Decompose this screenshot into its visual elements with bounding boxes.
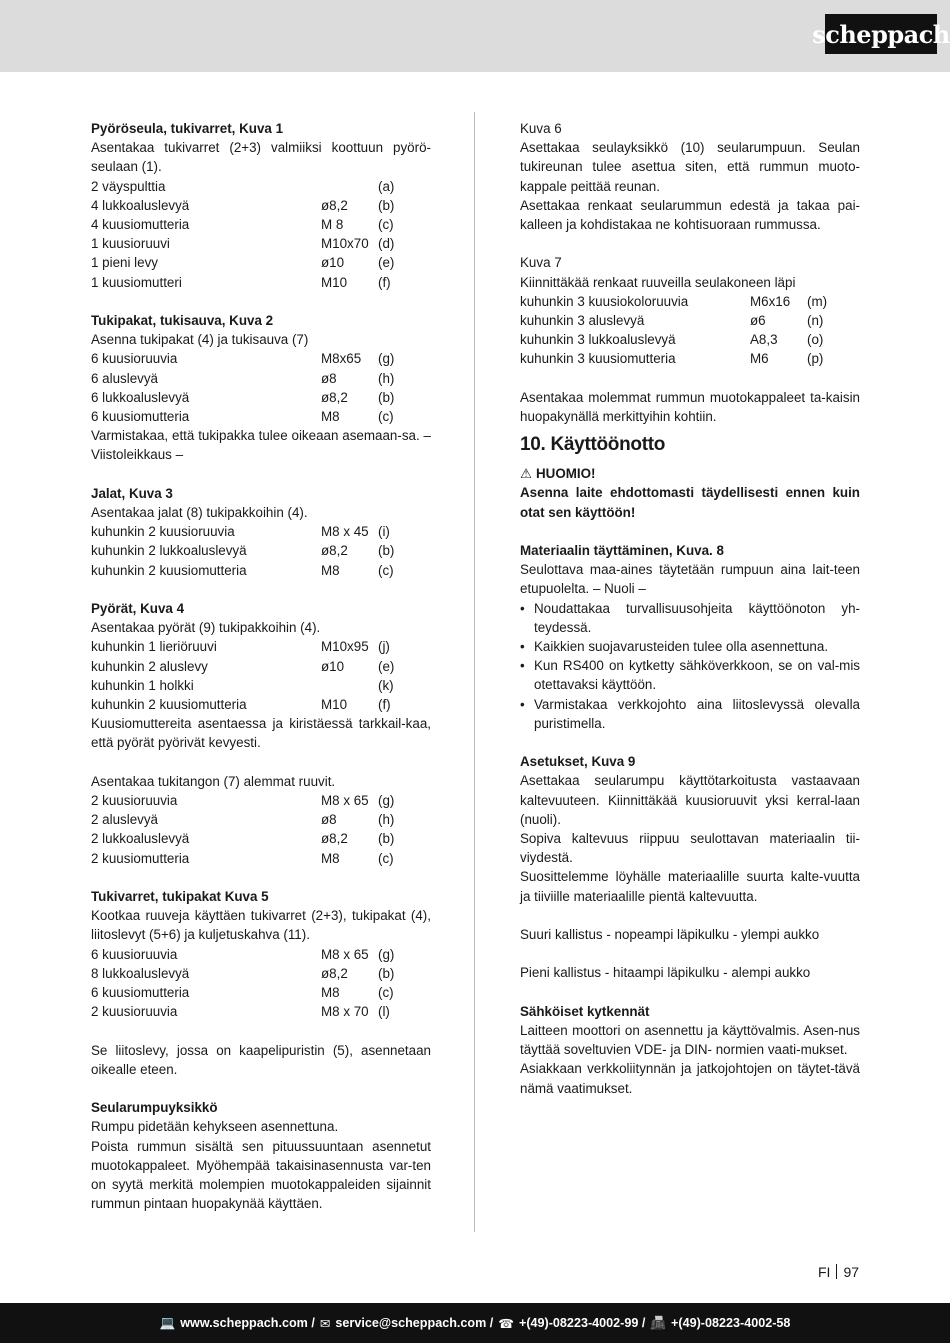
parts-row (91, 349, 431, 368)
list-item: • Varmistakaa verkkojohto aina liitoslevyssä olevalla puristimella. (520, 695, 860, 733)
bullet-list (520, 599, 860, 733)
part-size: M8 (321, 562, 340, 578)
parts-row (91, 561, 431, 580)
paragraph: Kootkaa ruuveja käyttäen tukivarret (2+3), tukipakat (4), liitoslevyt (5+6) ja kuljetuskahva (11). (91, 908, 431, 943)
part-code: (c) (378, 409, 394, 425)
header-band (0, 0, 950, 72)
part-code: (c) (378, 985, 394, 1001)
part-size: ø10 (321, 658, 345, 674)
part-code: (g) (378, 946, 395, 962)
part-size: M6x16 (750, 293, 791, 309)
parts-row (91, 964, 431, 983)
part-code: (c) (378, 217, 394, 233)
part-name: kuhunkin 3 kuusiomutteria (520, 351, 676, 367)
part-code: (i) (378, 524, 390, 540)
section-heading: Tukivarret, tukipakat Kuva 5 (91, 889, 269, 905)
computer-icon: 💻 (159, 1315, 176, 1330)
part-name: kuhunkin 1 lieriöruuvi (91, 639, 217, 655)
parts-row (91, 522, 431, 541)
part-code: (b) (378, 831, 395, 847)
part-name: 6 aluslevyä (91, 370, 158, 386)
parts-row (91, 983, 431, 1002)
paragraph: Asentakaa tukitangon (7) alemmat ruuvit. (91, 773, 336, 789)
parts-row (91, 945, 431, 964)
part-code: (d) (378, 236, 395, 252)
part-code: (h) (378, 812, 395, 828)
part-size: M10 (321, 274, 348, 290)
part-name: 1 kuusiomutteri (91, 274, 182, 290)
parts-row (91, 791, 431, 810)
section-heading: Sähköiset kytkennät (520, 1003, 650, 1019)
paragraph: Asettakaa seulayksikkö (10) seularumpuun. Seulan tukireunan tulee asettua siten, että rummun muoto-kappale peittää reunan. (520, 140, 860, 194)
part-code: (b) (378, 197, 395, 213)
parts-row (91, 695, 431, 714)
section-heading: Tukipakat, tukisauva, Kuva 2 (91, 313, 274, 329)
part-code: (e) (378, 255, 395, 271)
part-name: kuhunkin 2 kuusiomutteria (91, 562, 247, 578)
phone-icon: ☎ (498, 1316, 514, 1331)
parts-row (520, 292, 860, 311)
paragraph: Suosittelemme löyhälle materiaalille suurta kalte-vuutta ja tiiviille materiaalille pientä kaltevuutta. (520, 869, 860, 904)
part-size: M10x95 (321, 639, 369, 655)
parts-row (91, 637, 431, 656)
part-code: (c) (378, 850, 394, 866)
paragraph: Asentakaa tukivarret (2+3) valmiiksi koottuun pyörö-seulaan (1). (91, 140, 431, 175)
part-name: 6 kuusiomutteria (91, 985, 190, 1001)
parts-row (91, 1002, 431, 1021)
part-code: (o) (807, 332, 824, 348)
warning-heading (520, 464, 860, 483)
section-heading: Pyöröseula, tukivarret, Kuva 1 (91, 121, 284, 136)
part-code: (j) (378, 639, 390, 655)
parts-list (91, 522, 431, 580)
part-name: 2 lukkoaluslevyä (91, 831, 190, 847)
part-size: M 8 (321, 217, 344, 233)
part-code: (g) (378, 793, 395, 809)
parts-row (91, 849, 431, 868)
paragraph: Asentakaa jalat (8) tukipakkoihin (4). (91, 505, 308, 521)
website-link[interactable]: www.scheppach.com / (180, 1316, 315, 1330)
warning-title: HUOMIO! (536, 466, 596, 482)
paragraph: Asentakaa molemmat rummun muotokappaleet ta-kaisin huopakynällä merkittyihin kohtiin. (520, 389, 860, 425)
parts-row (91, 388, 431, 407)
parts-row (520, 349, 860, 368)
part-name: 6 kuusioruuvia (91, 351, 178, 367)
page-number (818, 1264, 859, 1280)
parts-list (91, 637, 431, 714)
part-size: ø10 (321, 255, 345, 271)
section-heading: Pyörät, Kuva 4 (91, 601, 185, 617)
part-name: kuhunkin 2 lukkoaluslevyä (91, 543, 247, 559)
phone-number: +(49)-08223-4002-99 / (518, 1316, 646, 1330)
footer-bar (0, 1303, 950, 1343)
parts-row (91, 234, 431, 253)
part-code: (b) (378, 389, 395, 405)
part-code: (a) (378, 178, 395, 194)
part-name: 2 kuusioruuvia (91, 1004, 178, 1020)
parts-row (91, 273, 431, 292)
parts-row (520, 311, 860, 330)
part-name: kuhunkin 2 aluslevy (91, 658, 208, 674)
part-code: (m) (807, 293, 828, 309)
part-size: M8 x 45 (321, 524, 369, 540)
part-code: (h) (378, 370, 395, 386)
part-name: 4 kuusiomutteria (91, 217, 190, 233)
section-heading: Jalat, Kuva 3 (91, 485, 173, 501)
part-size: ø8,2 (321, 543, 348, 559)
part-name: kuhunkin 1 holkki (91, 677, 194, 693)
part-size: ø8,2 (321, 831, 348, 847)
parts-row (91, 407, 431, 426)
paragraph: Poista rummun sisältä sen pituussuuntaan asennetut muotokappaleet. Myöhempää takaisinasennusta var-ten on syytä merkitä molempien muotokappaleiden sijainnit rummun pintaan huopakynää käyttäen. (91, 1138, 431, 1212)
part-size: M8 (321, 985, 340, 1001)
parts-list (91, 791, 431, 868)
paragraph: Suuri kallistus - nopeampi läpikulku - ylempi aukko (520, 927, 820, 943)
part-size (321, 177, 378, 196)
paragraph: Rumpu pidetään kehykseen asennettuna. (91, 1119, 339, 1135)
fax-number: +(49)-08223-4002-58 (671, 1316, 791, 1330)
part-name: 2 aluslevyä (91, 812, 158, 828)
column-divider (474, 112, 475, 1232)
paragraph: Asentakaa pyörät (9) tukipakkoihin (4). (91, 620, 321, 636)
page-number-separator (836, 1264, 837, 1279)
email-icon: ✉ (319, 1316, 331, 1331)
part-size: M8 x 65 (321, 946, 369, 962)
parts-row (91, 177, 431, 196)
paragraph: Pieni kallistus - hitaampi läpikulku - alempi aukko (520, 965, 811, 981)
section-heading: Asetukset, Kuva 9 (520, 754, 636, 770)
part-name: 6 lukkoaluslevyä (91, 389, 190, 405)
paragraph: Asettakaa seularumpu käyttötarkoitusta vastaavaan kaltevuuteen. Kiinnittäkää kuusioruuvit yksi kerral-laan (nuoli). (520, 773, 860, 827)
warning-text: Asenna laite ehdottomasti täydellisesti ennen kuin otat sen käyttöön! (520, 485, 860, 520)
part-name: 6 kuusioruuvia (91, 946, 178, 962)
paragraph: Kiinnittäkää renkaat ruuveilla seulakoneen läpi (520, 274, 796, 290)
brand-logo-text: scheppach (812, 19, 950, 49)
figure-label: Kuva 7 (520, 255, 562, 271)
parts-row (91, 676, 431, 695)
fax-icon: 📠 (650, 1315, 667, 1330)
part-name: 2 väyspulttia (91, 178, 166, 194)
part-size: A8,3 (750, 332, 778, 348)
language-code: FI (818, 1264, 831, 1280)
paragraph: Asiakkaan verkkoliitynnän ja jatkojohtojen on täytet-tävä nämä vaatimukset. (520, 1061, 860, 1096)
part-size: M8x65 (321, 351, 362, 367)
part-code: (g) (378, 351, 395, 367)
part-code: (p) (807, 351, 824, 367)
right-column (520, 119, 860, 1098)
part-code: (k) (378, 677, 394, 693)
brand-logo (812, 14, 950, 54)
paragraph: Asenna tukipakat (4) ja tukisauva (7) (91, 332, 309, 348)
warning-icon: ⚠ (520, 466, 533, 482)
paragraph: Sopiva kaltevuus riippuu seulottavan materiaalin tii-viydestä. (520, 831, 860, 866)
part-name: kuhunkin 2 kuusioruuvia (91, 524, 235, 540)
paragraph: Seulottava maa-aines täytetään rumpuun aina lait-teen etupuolelta. – Nuoli – (520, 562, 860, 597)
section-heading: Seularumpuyksikkö (91, 1100, 218, 1116)
paragraph: Se liitoslevy, jossa on kaapelipuristin (5), asennetaan oikealle eteen. (91, 1042, 431, 1077)
part-name: 1 kuusioruuvi (91, 236, 170, 252)
part-name: 8 lukkoaluslevyä (91, 965, 190, 981)
part-size: M8 (321, 409, 340, 425)
part-name: 4 lukkoaluslevyä (91, 197, 190, 213)
parts-row (91, 810, 431, 829)
paragraph: Kuusiomuttereita asentaessa ja kiristäessä tarkkail-kaa, että pyörät pyörivät kevyesti. (91, 716, 431, 751)
parts-row (91, 657, 431, 676)
parts-list (91, 349, 431, 426)
left-column (91, 119, 431, 1213)
paragraph: Asettakaa renkaat seularummun edestä ja takaa pai-kalleen ja kohdistakaa ne kohtisuoraan rummussa. (520, 197, 860, 233)
parts-row (91, 215, 431, 234)
part-size: ø8 (321, 812, 337, 828)
part-name: kuhunkin 3 aluslevyä (520, 313, 645, 329)
part-size (321, 676, 378, 695)
paragraph: Laitteen moottori on asennettu ja käyttövalmis. Asen-nus täyttää soveltuvien VDE- ja DIN- normien vaati-mukset. (520, 1023, 860, 1058)
part-name: kuhunkin 2 kuusiomutteria (91, 697, 247, 713)
part-size: ø8,2 (321, 197, 348, 213)
section-heading: Materiaalin täyttäminen, Kuva. 8 (520, 543, 724, 559)
parts-row (91, 829, 431, 848)
list-item: • Kun RS400 on kytketty sähköverkkoon, se on val-mis otettavaksi käyttöön. (520, 656, 860, 694)
part-name: 2 kuusioruuvia (91, 793, 178, 809)
part-name: 2 kuusiomutteria (91, 850, 190, 866)
list-item: • Noudattakaa turvallisuusohjeita käyttöönoton yh-teydessä. (520, 599, 860, 637)
part-size: M6 (750, 351, 769, 367)
part-size: M10 (321, 697, 348, 713)
part-code: (n) (807, 313, 824, 329)
parts-row (91, 541, 431, 560)
parts-list (91, 177, 431, 292)
parts-row (91, 196, 431, 215)
part-size: M8 x 65 (321, 793, 369, 809)
email-link[interactable]: service@scheppach.com / (335, 1316, 494, 1330)
part-code: (b) (378, 965, 395, 981)
page-number-value: 97 (843, 1264, 860, 1280)
parts-row (91, 253, 431, 272)
part-size: M8 x 70 (321, 1004, 369, 1020)
part-size: ø8 (321, 370, 337, 386)
part-size: ø8,2 (321, 965, 348, 981)
part-size: M8 (321, 850, 340, 866)
figure-label: Kuva 6 (520, 121, 562, 136)
part-size: M10x70 (321, 236, 369, 252)
part-size: ø8,2 (321, 389, 348, 405)
part-code: (b) (378, 543, 395, 559)
part-name: kuhunkin 3 kuusiokoloruuvia (520, 293, 689, 309)
part-name: 6 kuusiomutteria (91, 409, 190, 425)
part-code: (e) (378, 658, 395, 674)
part-code: (f) (378, 274, 391, 290)
part-size: ø6 (750, 313, 766, 329)
parts-list (91, 945, 431, 1022)
part-code: (f) (378, 697, 391, 713)
list-item: • Kaikkien suojavarusteiden tulee olla asennettuna. (520, 637, 860, 656)
part-name: 1 pieni levy (91, 255, 158, 271)
parts-row (520, 330, 860, 349)
chapter-title: 10. Käyttöönotto (520, 434, 666, 456)
parts-row (91, 369, 431, 388)
part-name: kuhunkin 3 lukkoaluslevyä (520, 332, 676, 348)
part-code: (l) (378, 1004, 390, 1020)
part-code: (c) (378, 562, 394, 578)
parts-list (520, 292, 860, 369)
paragraph: Varmistakaa, että tukipakka tulee oikeaan asemaan-sa. – Viistoleikkaus – (91, 428, 431, 463)
